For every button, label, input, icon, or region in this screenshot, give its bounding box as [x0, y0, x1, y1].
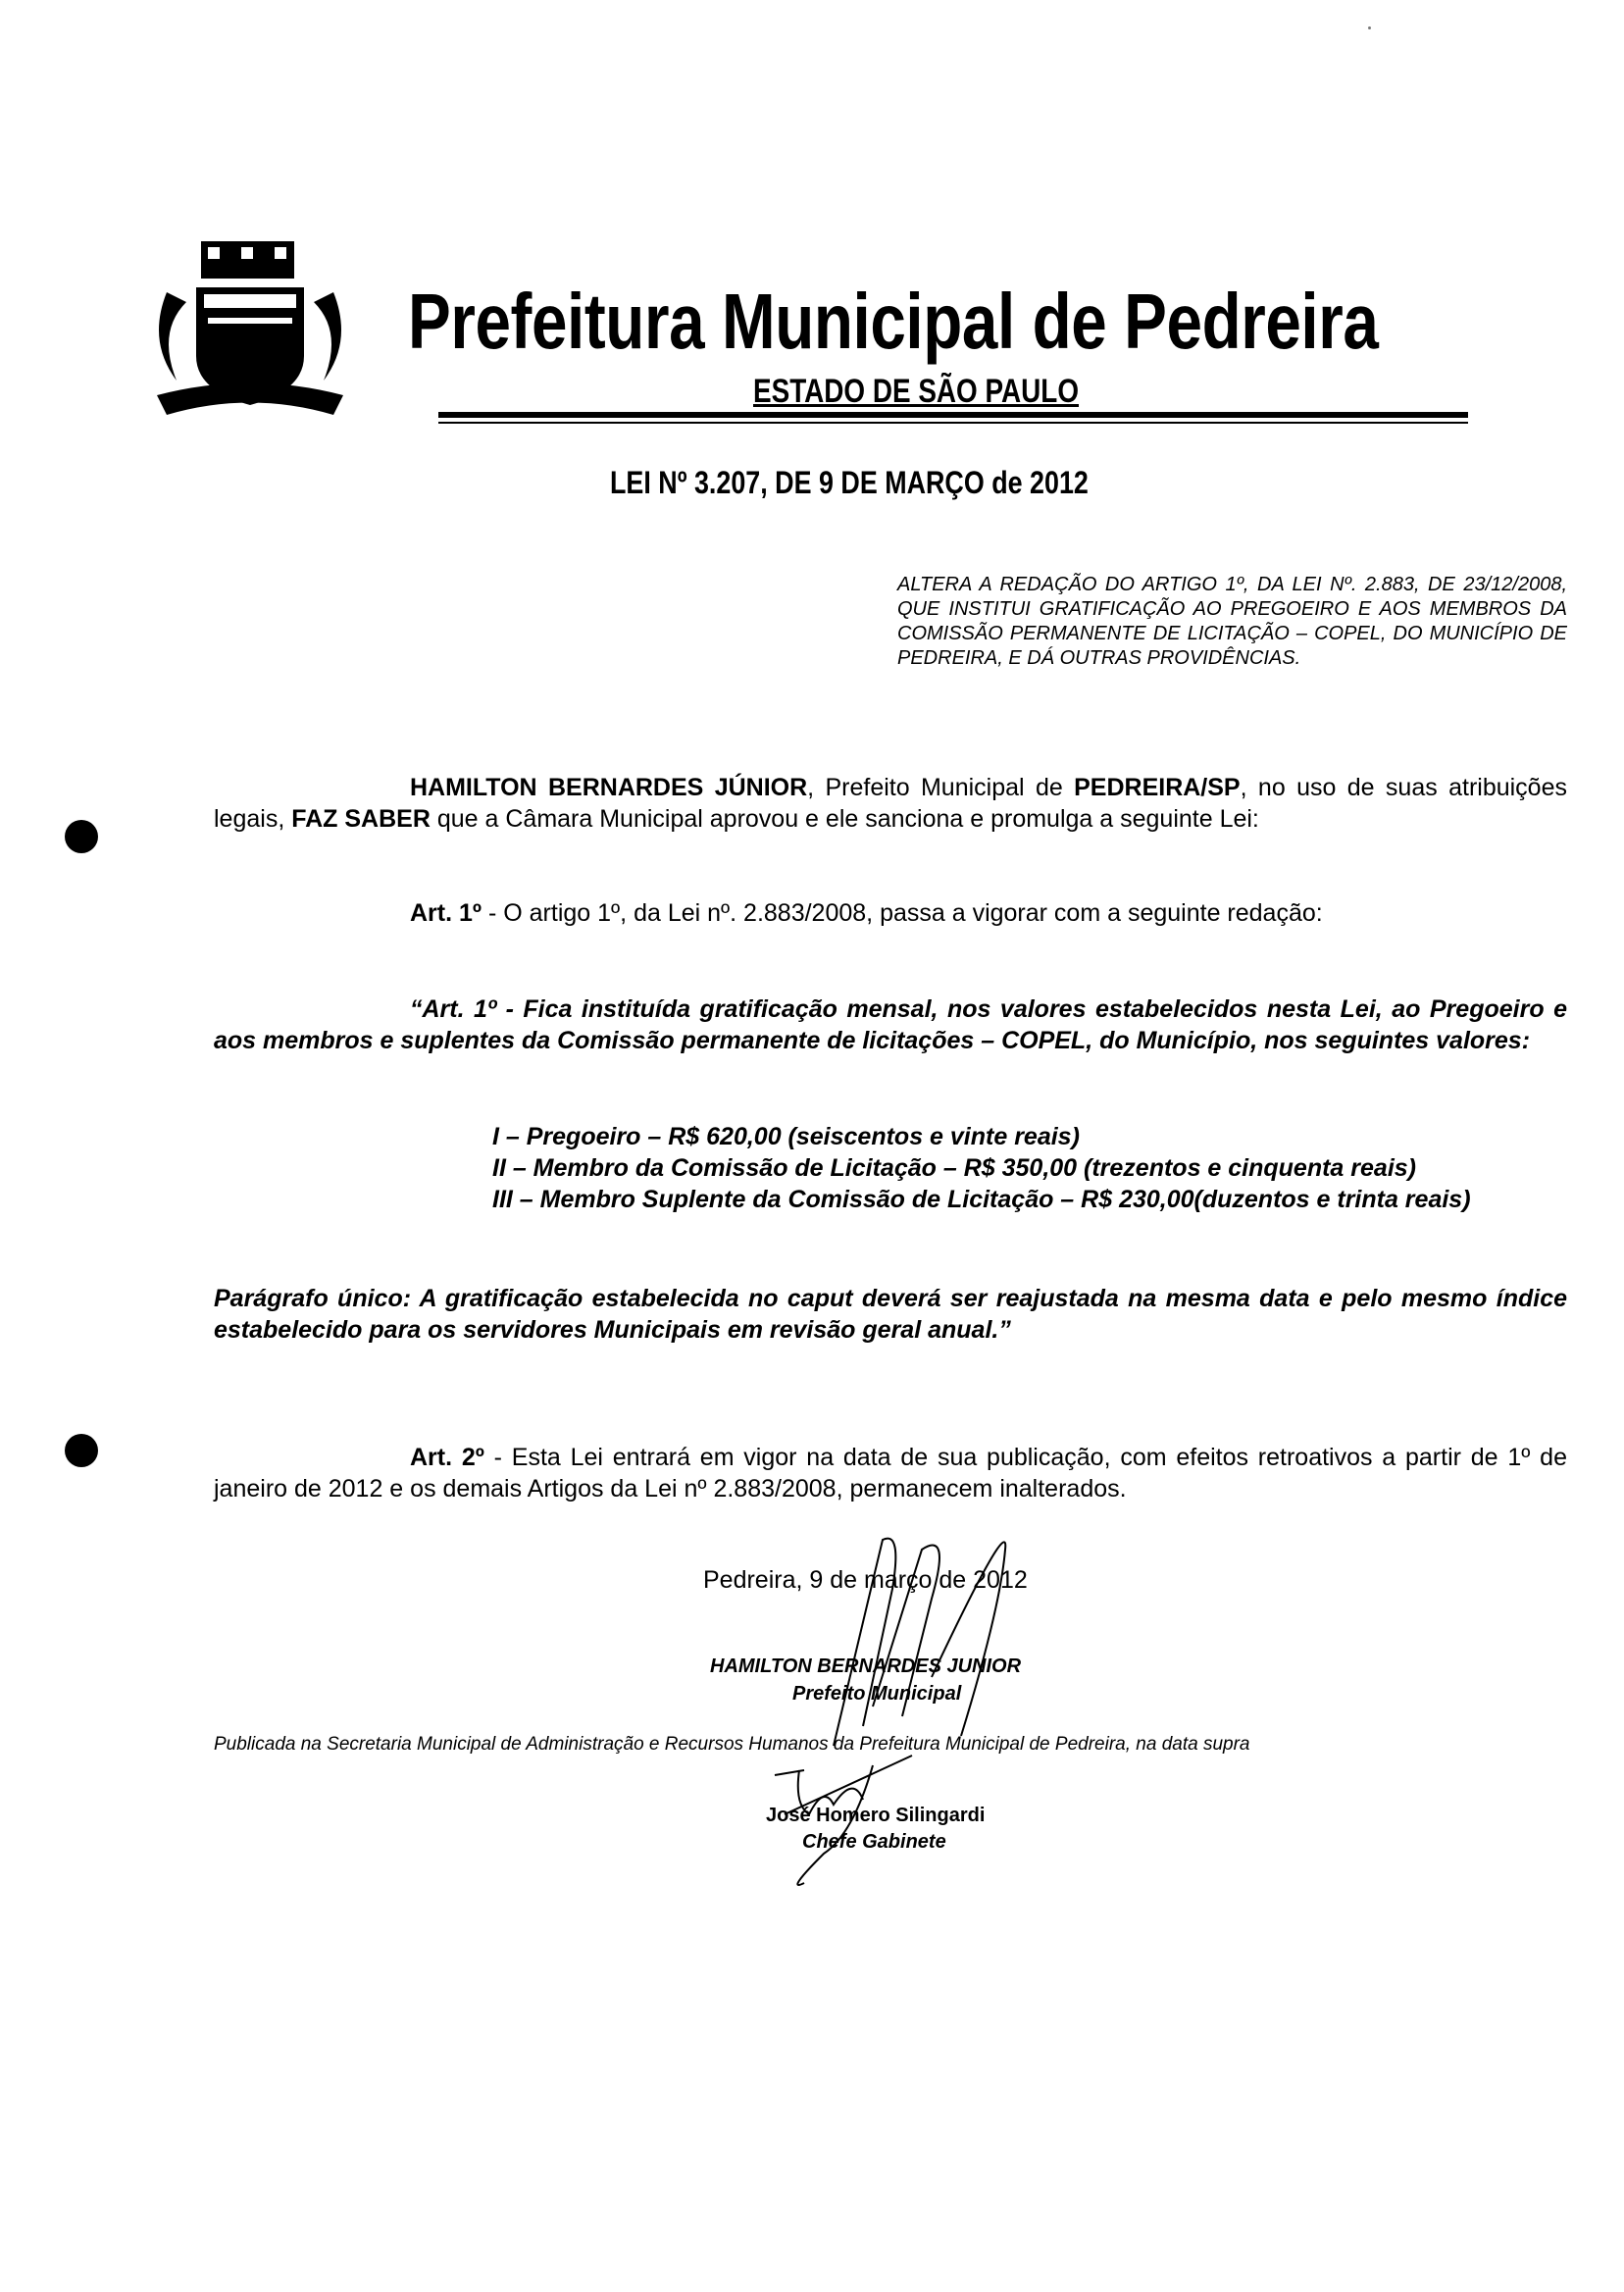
- header-subtitle: ESTADO DE SÃO PAULO: [753, 373, 1080, 410]
- preamble-text: , Prefeito Municipal de: [807, 774, 1075, 801]
- value-item: I – Pregoeiro – R$ 620,00 (seiscentos e vinte reais): [492, 1123, 1080, 1150]
- mayor-signature: [814, 1530, 1030, 1756]
- signatory-role: Prefeito Municipal: [792, 1683, 962, 1705]
- signatory-name: HAMILTON BERNARDES JUNIOR: [710, 1655, 1022, 1677]
- article-label: Art. 1º: [410, 899, 482, 927]
- header-rule-thin: [438, 422, 1468, 424]
- quoted-article: “Art. 1º - Fica instituída gratificação mensal, nos valores estabelecidos nesta Lei, ao Pregoeiro e aos membros e suplentes da Comissão permanente de licitações – COPEL, do Município, nos seguintes valores:: [214, 995, 1567, 1054]
- header-title: Prefeitura Municipal de Pedreira: [408, 278, 1379, 365]
- publication-note: Publicada na Secretaria Municipal de Administração e Recursos Humanos da Prefeitura Municipal de Pedreira, na data supra: [214, 1734, 1250, 1755]
- mayor-name: HAMILTON BERNARDES JÚNIOR: [410, 774, 808, 801]
- preamble-text: , no uso de suas atribuições legais,: [214, 774, 1567, 833]
- scan-dot: [1368, 26, 1371, 29]
- article-2: [214, 1442, 1567, 1504]
- header-rule: [438, 412, 1468, 418]
- article-1: [214, 897, 1567, 929]
- coat-of-arms-icon: [147, 233, 353, 422]
- law-summary: ALTERA A REDAÇÃO DO ARTIGO 1º, DA LEI Nº. 2.883, DE 23/12/2008, QUE INSTITUI GRATIFICAÇÃO AO PREGOEIRO E AOS MEMBROS DA COMISSÃO PERMANENTE DE LICITAÇÃO – COPEL, DO MUNICÍPIO DE PEDREIRA, E DÁ OUTRAS PROVIDÊNCIAS.: [897, 574, 1567, 669]
- punch-hole: [65, 1434, 98, 1467]
- punch-hole: [65, 820, 98, 853]
- law-title: LEI Nº 3.207, DE 9 DE MARÇO de 2012: [610, 465, 1089, 500]
- chief-role: Chefe Gabinete: [802, 1831, 946, 1853]
- chief-name: José Homero Silingardi: [766, 1805, 986, 1826]
- value-list: [492, 1121, 1567, 1215]
- preamble-text: que a Câmara Municipal aprovou e ele sanciona e promulga a seguinte Lei:: [430, 805, 1259, 833]
- faz-saber: FAZ SABER: [291, 805, 431, 833]
- preamble-paragraph: [214, 772, 1567, 835]
- place-date: Pedreira, 9 de março de 2012: [703, 1566, 1028, 1594]
- value-item: II – Membro da Comissão de Licitação – R$ 350,00 (trezentos e cinquenta reais): [492, 1154, 1416, 1182]
- article-text: - O artigo 1º, da Lei nº. 2.883/2008, passa a vigorar com a seguinte redação:: [482, 899, 1323, 927]
- value-item: III – Membro Suplente da Comissão de Licitação – R$ 230,00(duzentos e trinta reais): [492, 1186, 1471, 1213]
- article-label: Art. 2º: [410, 1444, 484, 1471]
- article-text: - Esta Lei entrará em vigor na data de sua publicação, com efeitos retroativos a partir de 1º de janeiro de 2012 e os demais Artigos da Lei nº 2.883/2008, permanecem inalterados.: [214, 1444, 1567, 1503]
- city-name: PEDREIRA/SP: [1074, 774, 1241, 801]
- sole-paragraph: Parágrafo único: A gratificação estabelecida no caput deverá ser reajustada na mesma data e pelo mesmo índice estabelecido para os servidores Municipais em revisão geral anual.”: [214, 1285, 1567, 1344]
